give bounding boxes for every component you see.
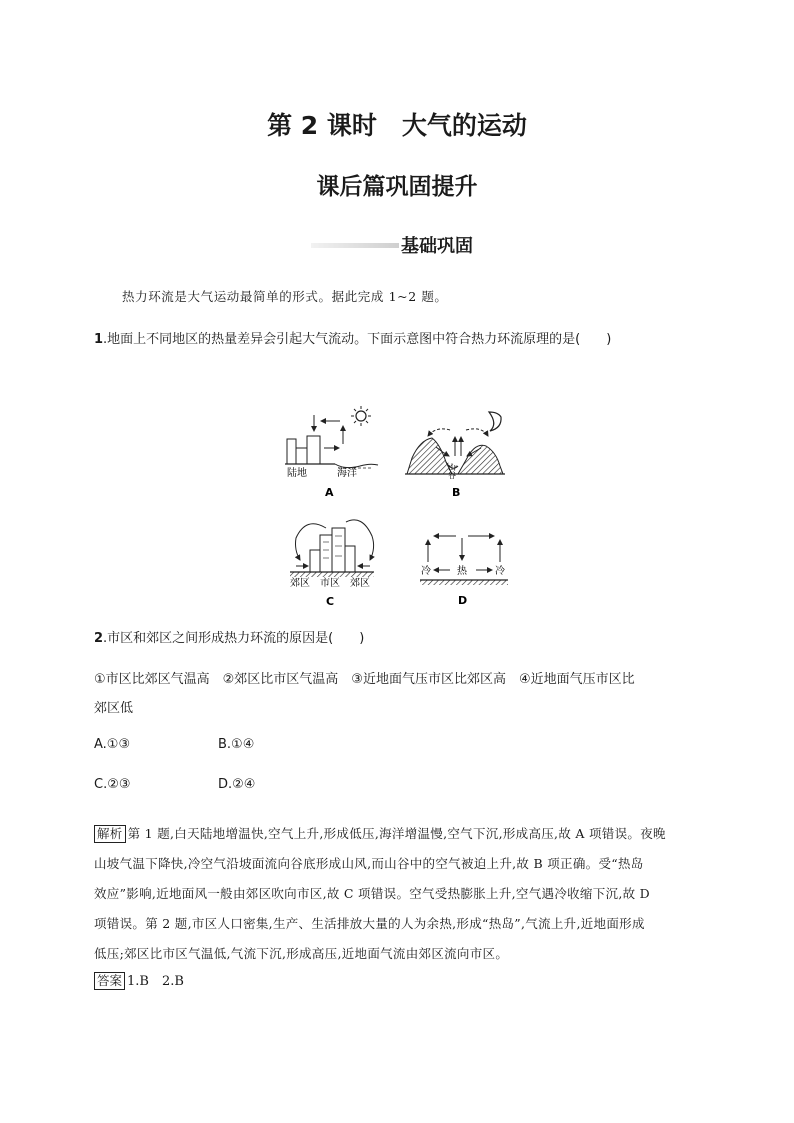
analysis-line-2: 山坡气温下降快,冷空气沿坡面流向谷底形成山风,而山谷中的空气被迫上升,故 B 项正确。受“热岛	[94, 856, 644, 871]
label-sea: 海洋	[337, 468, 357, 479]
label-cold-left: 冷	[421, 566, 431, 577]
option-a[interactable]: A.①③	[94, 737, 131, 752]
answer-block	[94, 970, 184, 990]
analysis-line-5: 低压;郊区比市区气温低,气流下沉,形成高压,近地面气流由郊区流向市区。	[94, 946, 509, 961]
caption-c: C	[326, 595, 335, 608]
figure-c	[290, 520, 374, 608]
label-cold-right: 冷	[495, 566, 505, 577]
analysis-line-4: 项错误。第 2 题,市区人口密集,生产、生活排放大量的人为余热,形成“热岛”,气流上升,近地面形成	[94, 916, 645, 931]
section-label: 基础巩固	[401, 236, 473, 257]
answer-tag: 答案	[94, 972, 125, 990]
moon-icon	[489, 412, 501, 431]
question-2-text: .市区和郊区之间形成热力环流的原因是( )	[103, 631, 365, 646]
question-2	[94, 627, 364, 646]
intro-text: 热力环流是大气运动最简单的形式。据此完成 1~2 题。	[122, 289, 448, 304]
caption-d: D	[458, 594, 468, 607]
answer-text: 1.B 2.B	[127, 974, 184, 989]
building-a1	[287, 439, 296, 464]
option-d[interactable]: D.②④	[218, 777, 256, 792]
analysis-line-1: 解析 第 1 题,白天陆地增温快,空气上升,形成低压,海洋增温慢,空气下沉,形成高压,故 A 项错误。夜晚	[94, 819, 704, 849]
analysis-tag: 解析	[94, 825, 126, 843]
thermal-circulation-figures	[270, 400, 520, 610]
page-subtitle: 课后篇巩固提升	[316, 174, 478, 200]
figure-d	[420, 536, 508, 607]
question-1	[94, 328, 611, 347]
caption-b: B	[452, 486, 461, 499]
analysis-line-3: 效应”影响,近地面风一般由郊区吹向市区,故 C 项错误。空气受热膨胀上升,空气遇冷收缩下沉,故 D	[94, 886, 650, 901]
label-city: 市区	[320, 578, 340, 589]
statements-line-1: ①市区比郊区气温高 ②郊区比市区气温高 ③近地面气压市区比郊区高 ④近地面气压市区比	[94, 672, 635, 687]
option-b[interactable]: B.①④	[218, 737, 255, 752]
analysis-block	[94, 819, 704, 969]
label-valley: 山谷	[447, 463, 457, 479]
label-suburb-right: 郊区	[350, 578, 370, 589]
option-c[interactable]: C.②③	[94, 777, 131, 792]
label-suburb-left: 郊区	[290, 578, 310, 589]
figure-a	[285, 406, 378, 499]
question-1-number: 1	[94, 332, 104, 347]
caption-a: A	[325, 486, 334, 499]
building-a3	[307, 436, 320, 464]
question-2-number: 2	[94, 631, 104, 646]
figure-b	[405, 412, 505, 499]
page-title: 第 2 课时 大气的运动	[267, 111, 527, 140]
question-1-text: .地面上不同地区的热量差异会引起大气流动。下面示意图中符合热力环流原理的是( )	[103, 332, 612, 347]
statements-line-2: 郊区低	[94, 701, 134, 716]
label-land: 陆地	[287, 468, 307, 479]
sun-icon	[351, 406, 371, 426]
section-bar	[311, 243, 399, 248]
building-a2	[296, 448, 307, 464]
label-hot: 热	[457, 566, 467, 577]
